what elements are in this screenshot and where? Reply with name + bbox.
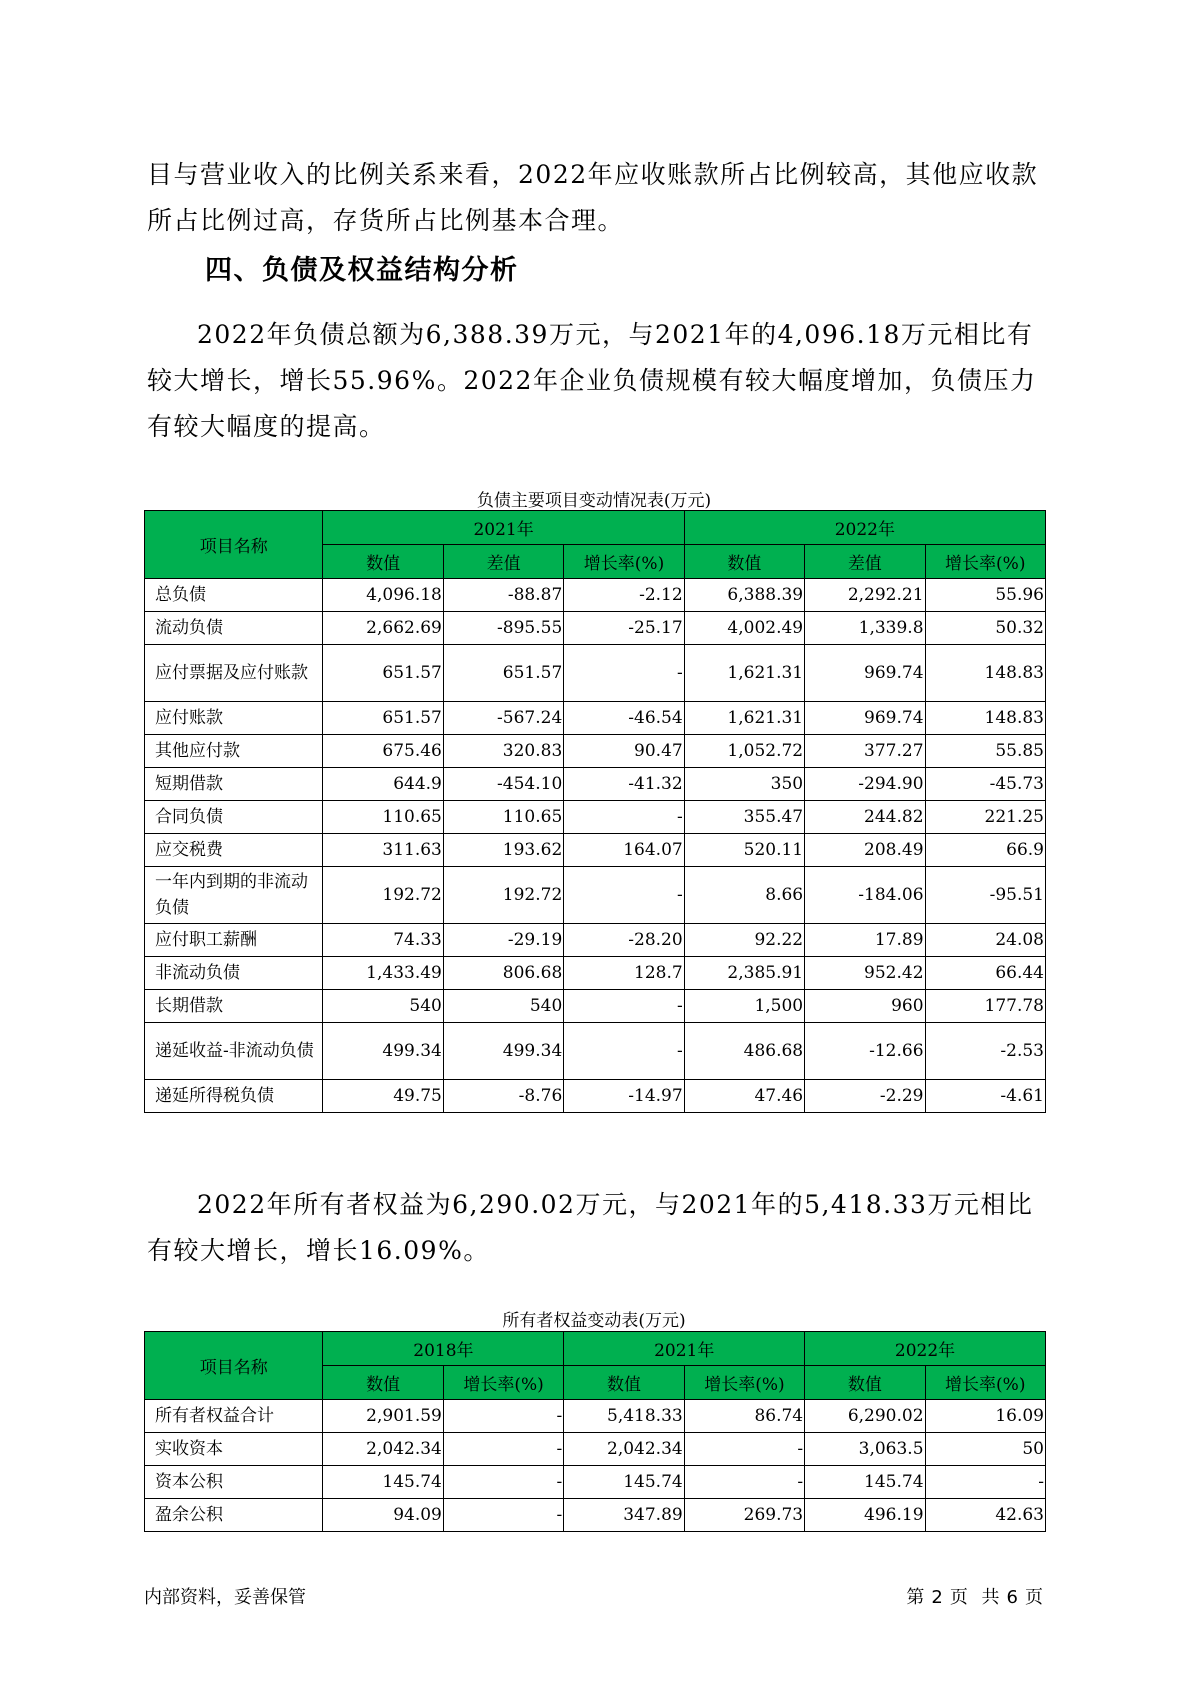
table-cell: 49.75 — [323, 1080, 443, 1113]
section-heading: 四、负债及权益结构分析 — [205, 255, 519, 286]
table-cell: 355.47 — [684, 801, 804, 834]
table-cell: 347.89 — [564, 1499, 684, 1532]
sub-header-difference: 差值 — [805, 545, 925, 579]
column-header-year-2022: 2022年 — [805, 1332, 1046, 1366]
table-cell: 110.65 — [443, 801, 563, 834]
table-cell: 1,052.72 — [684, 735, 804, 768]
table-cell: -454.10 — [443, 768, 563, 801]
table-cell: 208.49 — [805, 834, 925, 867]
table-cell: 4,096.18 — [323, 579, 443, 612]
table-row — [145, 735, 1046, 768]
table-cell: -25.17 — [564, 612, 684, 645]
table-cell: - — [564, 990, 684, 1023]
table-cell: 377.27 — [805, 735, 925, 768]
table-cell: 1,500 — [684, 990, 804, 1023]
table-cell: - — [925, 1466, 1045, 1499]
table-cell: 6,290.02 — [805, 1400, 925, 1433]
table-cell: 520.11 — [684, 834, 804, 867]
table-cell: 2,042.34 — [323, 1433, 443, 1466]
table-cell: - — [684, 1466, 804, 1499]
table-cell: 50.32 — [925, 612, 1045, 645]
table-cell: -294.90 — [805, 768, 925, 801]
table-cell: - — [564, 801, 684, 834]
table-cell: 16.09 — [925, 1400, 1045, 1433]
column-header-item-name: 项目名称 — [145, 1332, 323, 1400]
column-header-year-2021: 2021年 — [564, 1332, 805, 1366]
table-cell: 164.07 — [564, 834, 684, 867]
column-header-item-name: 项目名称 — [145, 511, 323, 579]
table-cell: 192.72 — [443, 867, 563, 924]
table-cell: 1,433.49 — [323, 957, 443, 990]
row-label: 盈余公积 — [145, 1499, 323, 1532]
table-cell: 177.78 — [925, 990, 1045, 1023]
table-cell: 320.83 — [443, 735, 563, 768]
table-cell: 5,418.33 — [564, 1400, 684, 1433]
table-cell: 74.33 — [323, 924, 443, 957]
table-cell: -88.87 — [443, 579, 563, 612]
table-cell: 50 — [925, 1433, 1045, 1466]
page-current: 2 — [931, 1587, 944, 1608]
column-header-year-2022: 2022年 — [684, 511, 1045, 545]
row-label: 短期借款 — [145, 768, 323, 801]
table-cell: 2,901.59 — [323, 1400, 443, 1433]
table-cell: 145.74 — [564, 1466, 684, 1499]
table-cell: 651.57 — [323, 702, 443, 735]
table-cell: 55.96 — [925, 579, 1045, 612]
table-cell: 8.66 — [684, 867, 804, 924]
row-label: 递延收益-非流动负债 — [145, 1023, 323, 1080]
table-cell: 94.09 — [323, 1499, 443, 1532]
table-cell: -2.12 — [564, 579, 684, 612]
table-cell: 2,662.69 — [323, 612, 443, 645]
table-row — [145, 1499, 1046, 1532]
table-row — [145, 1433, 1046, 1466]
table-cell: 244.82 — [805, 801, 925, 834]
table-cell: 66.44 — [925, 957, 1045, 990]
confidential-note: 内部资料，妥善保管 — [144, 1587, 306, 1608]
equity-table-caption: 所有者权益变动表(万元) — [502, 1311, 686, 1331]
table-cell: 1,621.31 — [684, 645, 804, 702]
table-cell: 969.74 — [805, 645, 925, 702]
sub-header-value: 数值 — [684, 545, 804, 579]
table-cell: 24.08 — [925, 924, 1045, 957]
table-row — [145, 1023, 1046, 1080]
sub-header-growth-rate: 增长率(%) — [925, 1366, 1045, 1400]
table-cell: -14.97 — [564, 1080, 684, 1113]
sub-header-growth-rate: 增长率(%) — [925, 545, 1045, 579]
table-row — [145, 1466, 1046, 1499]
table-cell: -46.54 — [564, 702, 684, 735]
table-cell: 42.63 — [925, 1499, 1045, 1532]
table-cell: - — [564, 645, 684, 702]
table-cell: 960 — [805, 990, 925, 1023]
page-total: 6 — [1006, 1587, 1019, 1608]
table-cell: 192.72 — [323, 867, 443, 924]
table-cell: 644.9 — [323, 768, 443, 801]
row-label: 应付职工薪酬 — [145, 924, 323, 957]
sub-header-value: 数值 — [323, 545, 443, 579]
table-row — [145, 834, 1046, 867]
table-cell: 47.46 — [684, 1080, 804, 1113]
liability-table-caption: 负债主要项目变动情况表(万元) — [476, 491, 712, 511]
liability-table — [144, 510, 1046, 1113]
table-cell: -29.19 — [443, 924, 563, 957]
row-label: 流动负债 — [145, 612, 323, 645]
sub-header-growth-rate: 增长率(%) — [564, 545, 684, 579]
table-cell: 969.74 — [805, 702, 925, 735]
row-label: 总负债 — [145, 579, 323, 612]
table-cell: -95.51 — [925, 867, 1045, 924]
table-cell: - — [684, 1433, 804, 1466]
table-cell: -895.55 — [443, 612, 563, 645]
sub-header-difference: 差值 — [443, 545, 563, 579]
table-row — [145, 1080, 1046, 1113]
column-header-year-2021: 2021年 — [323, 511, 684, 545]
table-cell: 145.74 — [805, 1466, 925, 1499]
row-label: 资本公积 — [145, 1466, 323, 1499]
table-cell: 350 — [684, 768, 804, 801]
row-label: 递延所得税负债 — [145, 1080, 323, 1113]
sub-header-value: 数值 — [564, 1366, 684, 1400]
table-cell: 193.62 — [443, 834, 563, 867]
table-cell: 148.83 — [925, 645, 1045, 702]
sub-header-value: 数值 — [323, 1366, 443, 1400]
table-cell: 6,388.39 — [684, 579, 804, 612]
table-row — [145, 579, 1046, 612]
table-row — [145, 801, 1046, 834]
page-prefix: 第 — [906, 1587, 926, 1608]
page-number — [903, 1583, 1047, 1609]
table-cell: 4,002.49 — [684, 612, 804, 645]
table-row — [145, 957, 1046, 990]
row-label: 实收资本 — [145, 1433, 323, 1466]
table-row — [145, 612, 1046, 645]
table-cell: - — [564, 867, 684, 924]
table-cell: 3,063.5 — [805, 1433, 925, 1466]
table-cell: 2,292.21 — [805, 579, 925, 612]
table-cell: 90.47 — [564, 735, 684, 768]
table-cell: 540 — [443, 990, 563, 1023]
table-row — [145, 924, 1046, 957]
table-cell: - — [443, 1433, 563, 1466]
table-cell: - — [443, 1466, 563, 1499]
table-cell: 145.74 — [323, 1466, 443, 1499]
row-label: 所有者权益合计 — [145, 1400, 323, 1433]
table-cell: 221.25 — [925, 801, 1045, 834]
total-prefix: 共 — [981, 1587, 1001, 1608]
table-cell: -2.29 — [805, 1080, 925, 1113]
table-cell: 311.63 — [323, 834, 443, 867]
table-cell: 17.89 — [805, 924, 925, 957]
column-header-year-2018: 2018年 — [323, 1332, 564, 1366]
row-label: 应付账款 — [145, 702, 323, 735]
table-cell: 55.85 — [925, 735, 1045, 768]
table-row — [145, 1400, 1046, 1433]
table-cell: -28.20 — [564, 924, 684, 957]
table-cell: 496.19 — [805, 1499, 925, 1532]
table-cell: 651.57 — [443, 645, 563, 702]
table-cell: 540 — [323, 990, 443, 1023]
table-cell: 86.74 — [684, 1400, 804, 1433]
row-label: 长期借款 — [145, 990, 323, 1023]
sub-header-value: 数值 — [805, 1366, 925, 1400]
table-cell: 2,385.91 — [684, 957, 804, 990]
row-label: 非流动负债 — [145, 957, 323, 990]
row-label: 应付票据及应付账款 — [145, 645, 323, 702]
table-cell: 499.34 — [323, 1023, 443, 1080]
table-cell: 110.65 — [323, 801, 443, 834]
page-unit: 页 — [949, 1587, 969, 1608]
table-cell: - — [443, 1400, 563, 1433]
table-cell: 66.9 — [925, 834, 1045, 867]
table-cell: 952.42 — [805, 957, 925, 990]
row-label: 其他应付款 — [145, 735, 323, 768]
table-cell: -45.73 — [925, 768, 1045, 801]
total-unit: 页 — [1025, 1587, 1044, 1608]
table-cell: 651.57 — [323, 645, 443, 702]
table-row — [145, 867, 1046, 924]
sub-header-growth-rate: 增长率(%) — [443, 1366, 563, 1400]
sub-header-growth-rate: 增长率(%) — [684, 1366, 804, 1400]
table-cell: -8.76 — [443, 1080, 563, 1113]
table-cell: -12.66 — [805, 1023, 925, 1080]
liability-paragraph: 2022年负债总额为6,388.39万元，与2021年的4,096.18万元相比有较大增长，增长55.96%。2022年企业负债规模有较大幅度增加，负债压力有较大幅度的提高。 — [147, 320, 1037, 441]
equity-paragraph: 2022年所有者权益为6,290.02万元，与2021年的5,418.33万元相比有较大增长，增长16.09%。 — [147, 1190, 1034, 1265]
table-cell: 128.7 — [564, 957, 684, 990]
table-cell: 2,042.34 — [564, 1433, 684, 1466]
table-cell: 92.22 — [684, 924, 804, 957]
equity-table — [144, 1331, 1046, 1532]
table-cell: -4.61 — [925, 1080, 1045, 1113]
table-cell: - — [564, 1023, 684, 1080]
intro-paragraph: 目与营业收入的比例关系来看，2022年应收账款所占比例较高，其他应收款所占比例过高，存货所占比例基本合理。 — [147, 160, 1039, 235]
table-row — [145, 768, 1046, 801]
table-cell: - — [443, 1499, 563, 1532]
table-row — [145, 702, 1046, 735]
table-cell: 486.68 — [684, 1023, 804, 1080]
table-cell: 675.46 — [323, 735, 443, 768]
table-cell: -41.32 — [564, 768, 684, 801]
table-cell: -567.24 — [443, 702, 563, 735]
table-cell: 148.83 — [925, 702, 1045, 735]
row-label: 合同负债 — [145, 801, 323, 834]
table-row — [145, 645, 1046, 702]
table-row — [145, 990, 1046, 1023]
table-cell: 269.73 — [684, 1499, 804, 1532]
row-label: 应交税费 — [145, 834, 323, 867]
table-cell: -2.53 — [925, 1023, 1045, 1080]
row-label: 一年内到期的非流动负债 — [145, 867, 323, 924]
table-cell: 806.68 — [443, 957, 563, 990]
table-cell: 499.34 — [443, 1023, 563, 1080]
table-cell: 1,339.8 — [805, 612, 925, 645]
table-cell: -184.06 — [805, 867, 925, 924]
table-cell: 1,621.31 — [684, 702, 804, 735]
